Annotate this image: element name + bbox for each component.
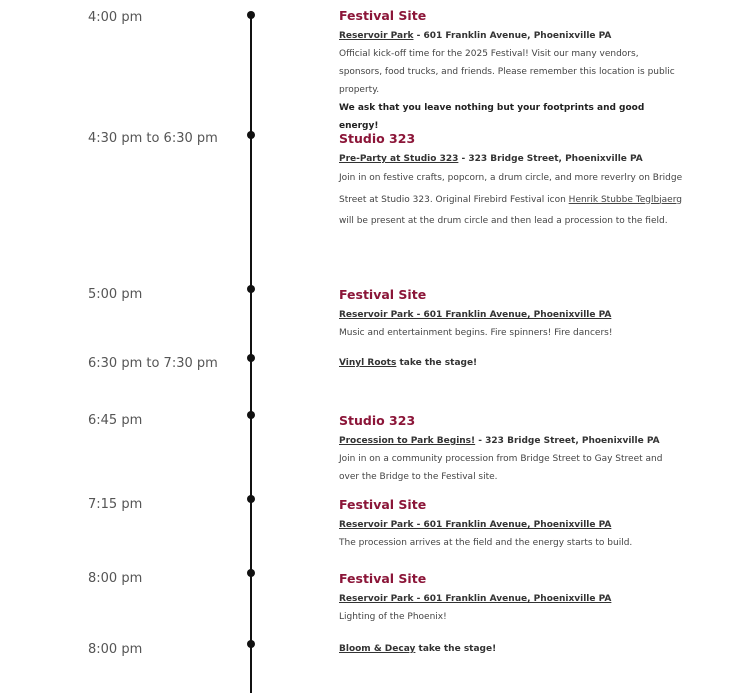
event-content <box>339 497 684 552</box>
event-content <box>339 287 684 342</box>
event-content <box>339 354 684 372</box>
event-description: Lighting of the Phoenix! <box>339 612 447 622</box>
event-time: 4:00 pm <box>88 10 143 25</box>
event-location <box>339 590 684 608</box>
event-content <box>339 571 684 626</box>
event-time: 7:15 pm <box>88 497 143 512</box>
event-title: Studio 323 <box>339 131 416 146</box>
act-link[interactable]: Bloom & Decay <box>339 644 416 654</box>
event-description: Music and entertainment begins. Fire spinners! Fire dancers! <box>339 328 613 338</box>
event-act <box>339 354 684 372</box>
location-link[interactable]: Reservoir Park - 601 Franklin Avenue, Phoenixville PA <box>339 594 612 604</box>
timeline-dot <box>247 131 255 139</box>
event-title: Festival Site <box>339 497 427 512</box>
timeline-dot <box>247 354 255 362</box>
event-content <box>339 413 684 486</box>
event-time: 4:30 pm to 6:30 pm <box>88 131 218 146</box>
event-time: 8:00 pm <box>88 571 143 586</box>
event-location <box>339 516 684 534</box>
event-title: Festival Site <box>339 287 427 302</box>
description-text: Join in on festive crafts, popcorn, a drum circle, and more reverlry on Bridge Street at Studio 323. Original Firebird Festival icon <box>339 173 683 205</box>
description-text: will be present at the drum circle and then lead a procession to the field. <box>339 216 668 226</box>
event-location <box>339 432 684 450</box>
event-act <box>339 640 684 658</box>
event-title: Festival Site <box>339 571 427 586</box>
event-location <box>339 150 684 168</box>
event-content <box>339 131 684 233</box>
event-description: The procession arrives at the field and the energy starts to build. <box>339 538 633 548</box>
event-location <box>339 306 684 324</box>
event-description: Join in on a community procession from Bridge Street to Gay Street and over the Bridge to the Festival site. <box>339 454 663 482</box>
event-title: Festival Site <box>339 8 427 23</box>
location-address: - 323 Bridge Street, Phoenixville PA <box>458 154 643 164</box>
artist-link[interactable]: Henrik Stubbe Teglbjaerg <box>568 194 682 205</box>
event-description <box>339 168 684 233</box>
event-time: 8:00 pm <box>88 642 143 657</box>
location-link[interactable]: Reservoir Park <box>339 31 414 41</box>
act-text: take the stage! <box>396 358 478 368</box>
location-link[interactable]: Reservoir Park - 601 Franklin Avenue, Phoenixville PA <box>339 520 612 530</box>
location-link[interactable]: Reservoir Park - 601 Franklin Avenue, Phoenixville PA <box>339 310 612 320</box>
event-time: 6:30 pm to 7:30 pm <box>88 356 218 371</box>
event-description: Official kick-off time for the 2025 Festival! Visit our many vendors, sponsors, food trucks, and friends. Please remember this location is public property. <box>339 49 675 95</box>
timeline-dot <box>247 569 255 577</box>
timeline-dot <box>247 411 255 419</box>
location-address: - 323 Bridge Street, Phoenixville PA <box>475 436 660 446</box>
act-text: take the stage! <box>415 644 497 654</box>
event-location <box>339 27 684 45</box>
act-link[interactable]: Vinyl Roots <box>339 358 397 368</box>
location-link[interactable]: Pre-Party at Studio 323 <box>339 154 459 164</box>
location-address: - 601 Franklin Avenue, Phoenixville PA <box>413 31 612 41</box>
timeline-dot <box>247 285 255 293</box>
event-content <box>339 640 684 658</box>
timeline-dot <box>247 495 255 503</box>
event-content <box>339 8 684 135</box>
timeline-dot <box>247 11 255 19</box>
event-description-bold: We ask that you leave nothing but your footprints and good energy! <box>339 103 645 131</box>
location-link[interactable]: Procession to Park Begins! <box>339 436 476 446</box>
timeline-dot <box>247 640 255 648</box>
event-title: Studio 323 <box>339 413 416 428</box>
event-time: 5:00 pm <box>88 287 143 302</box>
event-time: 6:45 pm <box>88 413 143 428</box>
